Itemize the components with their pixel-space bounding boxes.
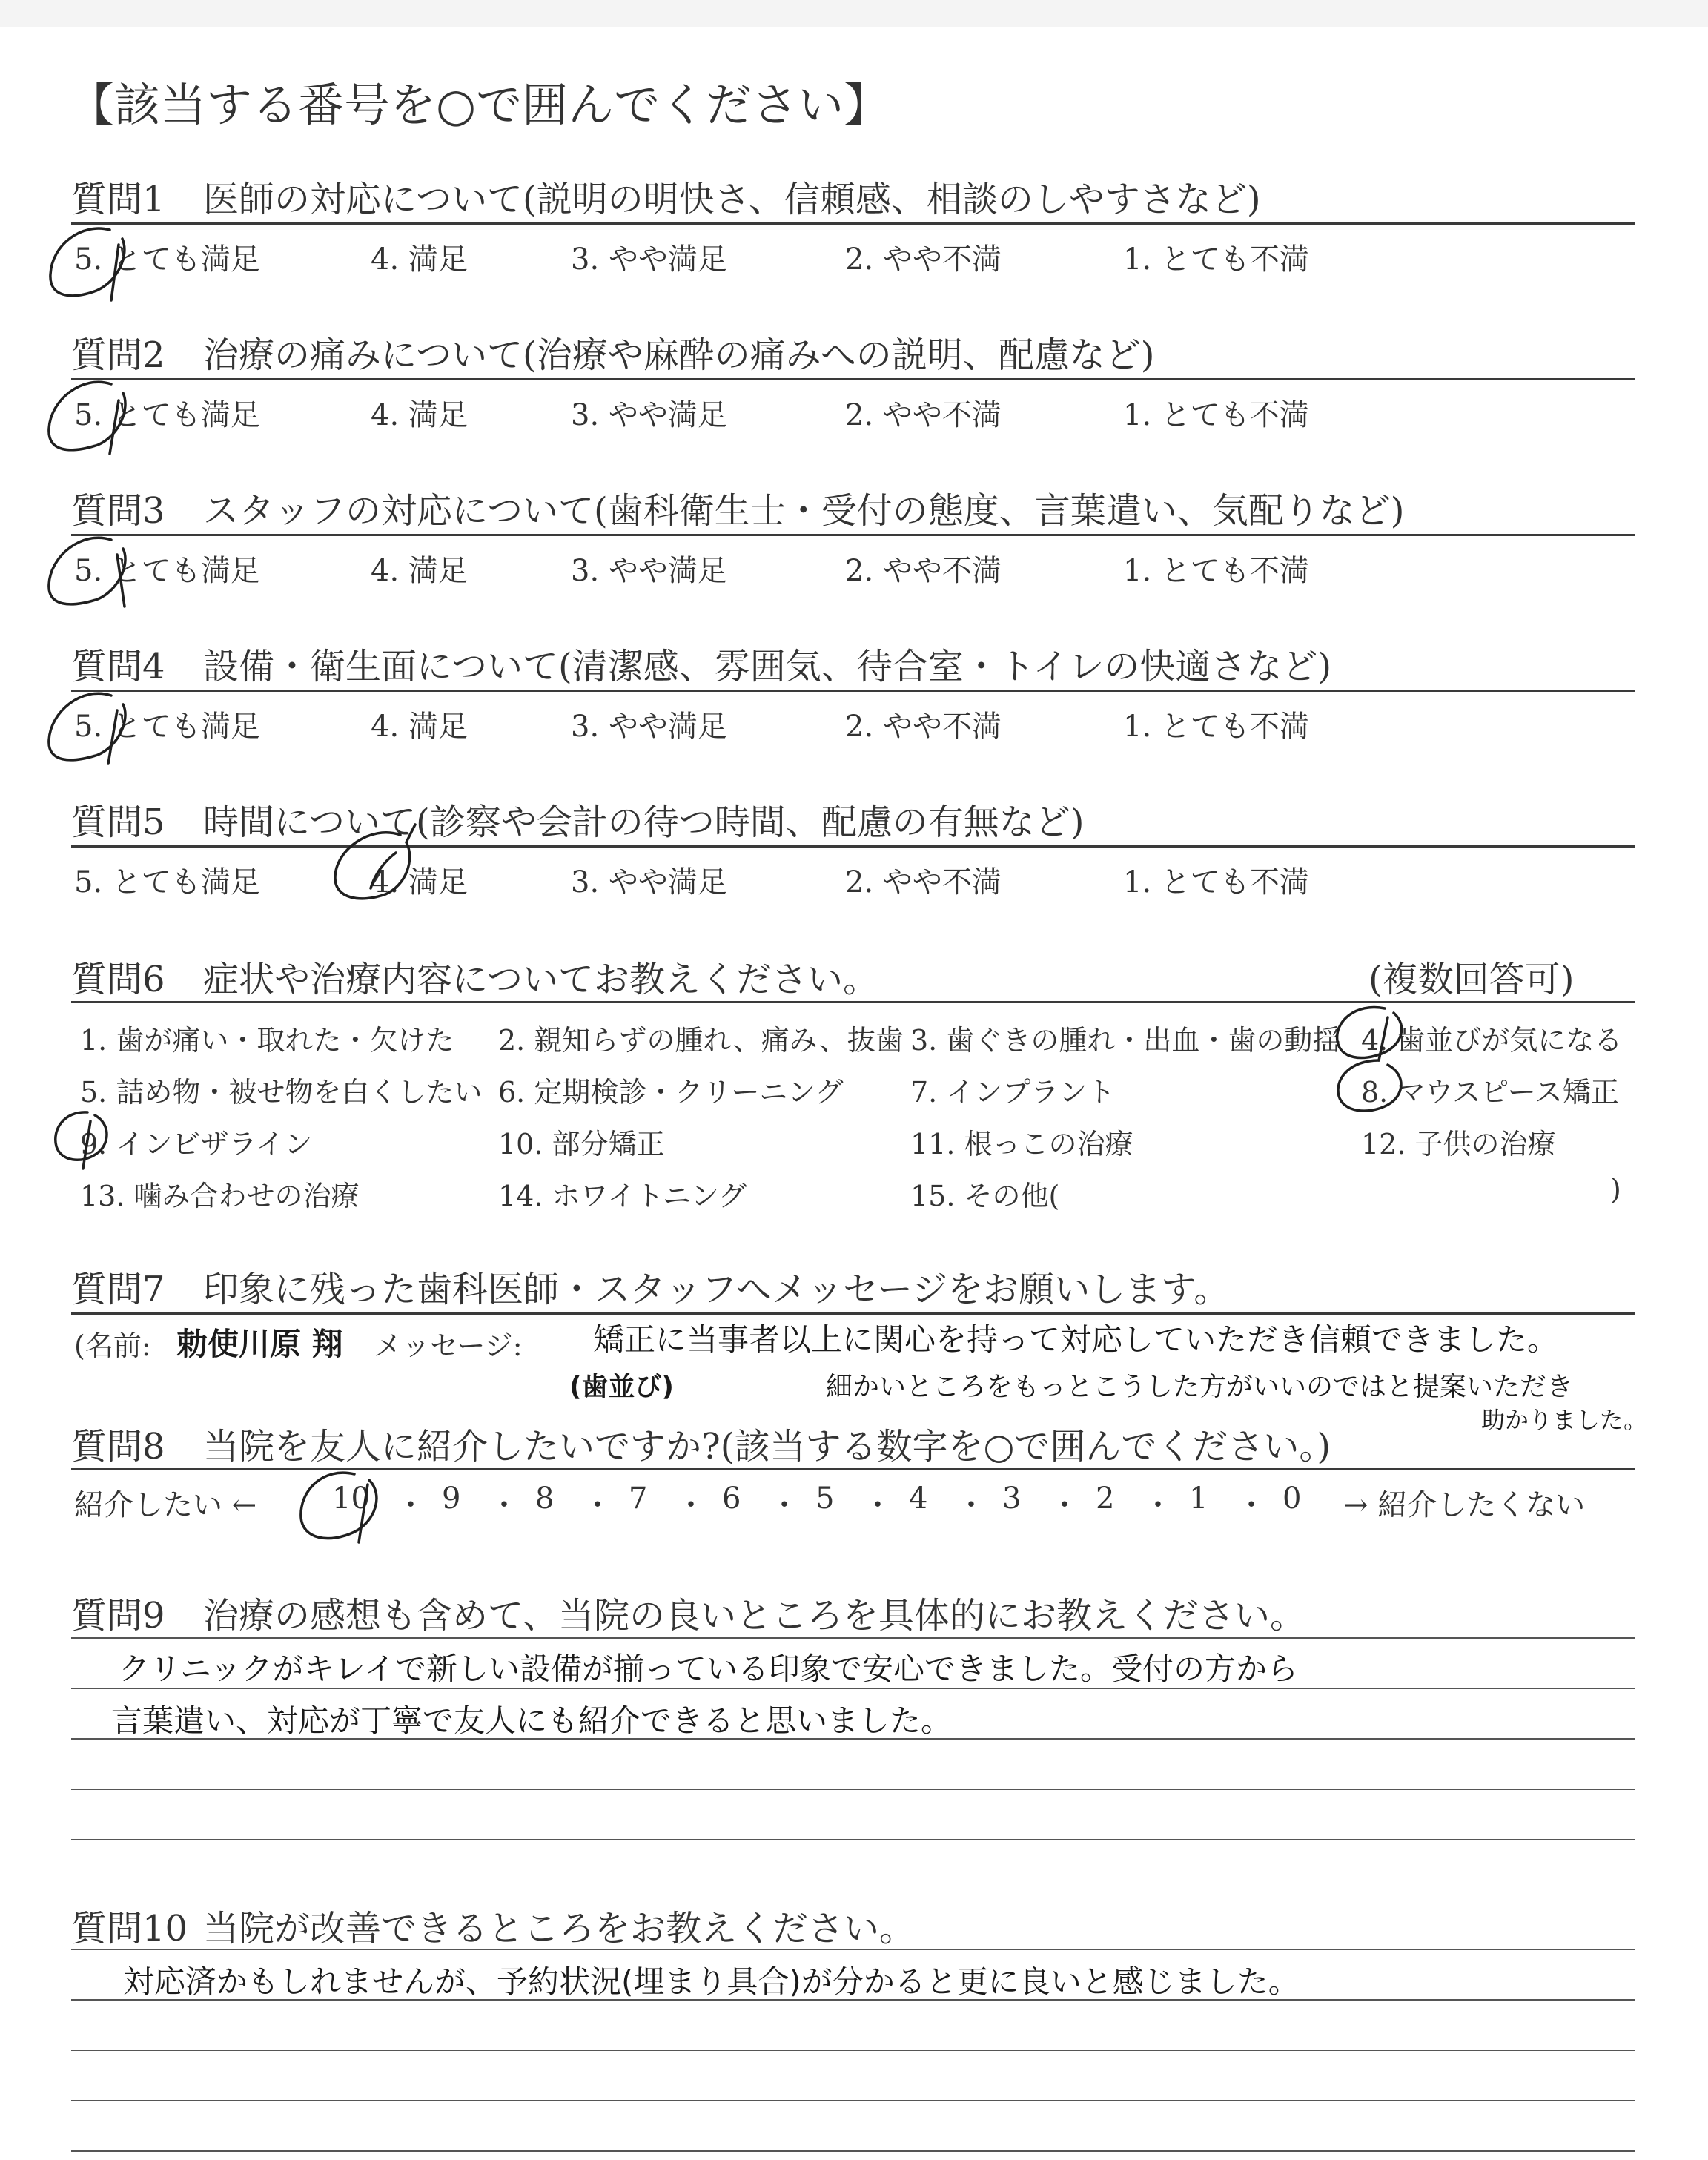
q1-option-3[interactable]: 3. やや満足: [571, 242, 727, 277]
question-8-number: 質問8: [71, 1426, 165, 1467]
question-4-heading: [71, 638, 1331, 689]
q1-option-1[interactable]: 1. とても不満: [1123, 242, 1309, 277]
question-5-rule: [71, 845, 1635, 848]
question-7-heading: [71, 1261, 1229, 1312]
q6-option-15[interactable]: 15. その他(: [910, 1180, 1060, 1212]
q10-answer-line: [71, 1949, 1635, 1950]
q6-option-8[interactable]: 8. マウスピース矯正: [1361, 1076, 1619, 1109]
q6-option-10[interactable]: 10. 部分矯正: [498, 1128, 665, 1160]
q3-option-1[interactable]: 1. とても不満: [1123, 554, 1309, 588]
q6-option-9[interactable]: 9. インビザライン: [80, 1128, 313, 1160]
q5-option-4[interactable]: 4. 満足: [371, 865, 468, 899]
q6-option-1[interactable]: 1. 歯が痛い・取れた・欠けた: [80, 1024, 454, 1057]
q4-option-5[interactable]: 5. とても満足: [74, 710, 260, 744]
question-3-text: スタッフの対応について(歯科衛生士・受付の態度、言葉遣い、気配りなど): [203, 490, 1405, 532]
question-10-number: 質問10: [71, 1908, 188, 1949]
question-5-number: 質問5: [71, 802, 165, 843]
q8-dot: ・: [863, 1488, 893, 1522]
question-2-text: 治療の痛みについて(治療や麻酔の痛みへの説明、配慮など): [203, 334, 1155, 376]
q4-option-2[interactable]: 2. やや不満: [845, 710, 1002, 744]
q6-option-3[interactable]: 3. 歯ぐきの腫れ・出血・歯の動揺: [910, 1024, 1341, 1057]
q8-dot: ・: [956, 1488, 986, 1522]
q6-option-13[interactable]: 13. 噛み合わせの治療: [80, 1180, 360, 1212]
q10-answer-line-1[interactable]: 対応済かもしれませんが、予約状況(埋まり具合)が分かると更に良いと感じました。: [123, 1964, 1300, 2000]
q5-option-3[interactable]: 3. やや満足: [571, 865, 727, 899]
question-6-rule: [71, 1001, 1635, 1003]
q10-answer-line: [71, 2050, 1635, 2051]
q6-option-15-close: ): [1610, 1173, 1621, 1206]
q4-option-3[interactable]: 3. やや満足: [571, 710, 727, 744]
question-10-text: 当院が改善できるところをお教えください。: [203, 1908, 916, 1949]
q8-scale-5[interactable]: 5: [815, 1482, 835, 1516]
q5-option-1[interactable]: 1. とても不満: [1123, 865, 1309, 899]
q2-option-2[interactable]: 2. やや不満: [845, 398, 1002, 432]
question-4-text: 設備・衛生面について(清潔感、雰囲気、待合室・トイレの快適さなど): [203, 646, 1332, 687]
q8-dot: ・: [676, 1488, 706, 1522]
question-5-heading: [71, 793, 1085, 845]
q6-option-14[interactable]: 14. ホワイトニング: [498, 1180, 747, 1212]
q7-message-label: メッセージ:: [374, 1330, 523, 1362]
q8-left-label: 紹介したい ←: [74, 1488, 257, 1522]
question-6-note: (複数回答可): [1368, 959, 1575, 1000]
q9-answer-line: [71, 1637, 1635, 1639]
q6-option-4[interactable]: 4. 歯並びが気になる: [1361, 1024, 1623, 1057]
q5-option-5[interactable]: 5. とても満足: [74, 865, 260, 899]
q9-answer-line-2[interactable]: 言葉遣い、対応が丁寧で友人にも紹介できると思いました。: [111, 1702, 953, 1739]
q8-dot: ・: [583, 1488, 612, 1522]
q8-dot: ・: [1143, 1488, 1173, 1522]
question-2-number: 質問2: [71, 334, 165, 376]
q8-scale-2[interactable]: 2: [1096, 1482, 1115, 1516]
q7-name-handwritten[interactable]: 勅使川原 翔: [176, 1326, 343, 1362]
q4-option-1[interactable]: 1. とても不満: [1123, 710, 1309, 744]
q2-option-4[interactable]: 4. 満足: [371, 398, 468, 432]
q8-scale-7[interactable]: 7: [629, 1482, 648, 1516]
q2-option-1[interactable]: 1. とても不満: [1123, 398, 1309, 432]
question-9-text: 治療の感想も含めて、当院の良いところを具体的にお教えください。: [203, 1595, 1306, 1636]
question-1-rule: [71, 222, 1635, 225]
question-3-rule: [71, 534, 1635, 536]
q8-dot: ・: [396, 1488, 426, 1522]
q7-message-line-3[interactable]: 助かりました。: [1481, 1406, 1648, 1434]
q8-scale-3[interactable]: 3: [1002, 1482, 1022, 1516]
question-3-number: 質問3: [71, 490, 165, 532]
q1-option-5[interactable]: 5. とても満足: [74, 242, 260, 277]
q2-option-3[interactable]: 3. やや満足: [571, 398, 727, 432]
question-10-heading: [71, 1900, 915, 1951]
q8-scale-0[interactable]: 0: [1282, 1482, 1302, 1516]
q3-option-5[interactable]: 5. とても満足: [74, 554, 260, 588]
q8-scale-9[interactable]: 9: [442, 1482, 461, 1516]
q10-answer-line: [71, 2100, 1635, 2101]
question-6-heading: [71, 951, 878, 1002]
q6-option-6[interactable]: 6. 定期検診・クリーニング: [498, 1076, 844, 1109]
q4-option-4[interactable]: 4. 満足: [371, 710, 468, 744]
q6-option-7[interactable]: 7. インプラント: [910, 1076, 1116, 1109]
q8-scale-6[interactable]: 6: [722, 1482, 741, 1516]
question-1-text: 医師の対応について(説明の明快さ、信頼感、相談のしやすさなど): [203, 179, 1261, 220]
q3-option-4[interactable]: 4. 満足: [371, 554, 468, 588]
form-title: 【該当する番号を○で囲んでください】: [68, 78, 890, 132]
q6-option-12[interactable]: 12. 子供の治療: [1361, 1128, 1556, 1160]
q8-dot: ・: [489, 1488, 519, 1522]
q8-scale-8[interactable]: 8: [535, 1482, 555, 1516]
q6-option-2[interactable]: 2. 親知らずの腫れ、痛み、抜歯: [498, 1024, 904, 1057]
q3-option-2[interactable]: 2. やや不満: [845, 554, 1002, 588]
question-7-text: 印象に残った歯科医師・スタッフへメッセージをお願いします。: [203, 1269, 1230, 1310]
q7-message-line-2[interactable]: 細かいところをもっとこうした方がいいのではと提案いただき: [826, 1372, 1574, 1402]
q7-message-line-1[interactable]: 矯正に当事者以上に関心を持って対応していただき信頼できました。: [593, 1321, 1559, 1358]
q7-message-note: (歯並び): [569, 1372, 674, 1402]
question-6-text: 症状や治療内容についてお教えください。: [203, 959, 879, 1000]
q8-scale-10[interactable]: 10: [332, 1482, 370, 1516]
question-9-number: 質問9: [71, 1595, 165, 1636]
question-8-text: 当院を友人に紹介したいですか?(該当する数字を○で囲んでください。): [203, 1426, 1331, 1467]
question-4-number: 質問4: [71, 646, 165, 687]
question-3-heading: [71, 482, 1405, 533]
q8-dot: ・: [1237, 1488, 1266, 1522]
q5-option-2[interactable]: 2. やや不満: [845, 865, 1002, 899]
question-5-text: 時間について(診察や会計の待つ時間、配慮の有無など): [203, 802, 1085, 843]
question-2-heading: [71, 326, 1155, 377]
question-7-rule: [71, 1312, 1635, 1315]
q9-answer-line: [71, 1839, 1635, 1840]
scan-top-band: [0, 0, 1708, 27]
q6-option-11[interactable]: 11. 根っこの治療: [910, 1128, 1133, 1160]
q2-option-5[interactable]: 5. とても満足: [74, 398, 260, 432]
question-1-heading: [71, 171, 1261, 222]
q3-option-3[interactable]: 3. やや満足: [571, 554, 727, 588]
q8-right-label: → 紹介したくない: [1343, 1488, 1586, 1522]
q1-option-4[interactable]: 4. 満足: [371, 242, 468, 277]
q8-dot: ・: [769, 1488, 799, 1522]
question-2-rule: [71, 378, 1635, 380]
question-8-heading: [71, 1418, 1331, 1469]
question-7-number: 質問7: [71, 1269, 165, 1310]
q9-answer-line-1[interactable]: クリニックがキレイで新しい設備が揃っている印象で安心できました。受付の方から: [119, 1651, 1298, 1687]
question-8-rule: [71, 1468, 1635, 1470]
q8-scale-1[interactable]: 1: [1189, 1482, 1208, 1516]
question-9-heading: [71, 1587, 1305, 1638]
q8-scale-4[interactable]: 4: [909, 1482, 928, 1516]
q6-option-5[interactable]: 5. 詰め物・被せ物を白くしたい: [80, 1076, 483, 1109]
question-1-number: 質問1: [71, 179, 165, 220]
q10-answer-line: [71, 2150, 1635, 2152]
question-6-number: 質問6: [71, 959, 165, 1000]
question-4-rule: [71, 690, 1635, 692]
q9-answer-line: [71, 1789, 1635, 1790]
q1-option-2[interactable]: 2. やや不満: [845, 242, 1002, 277]
q7-name-label: (名前:: [74, 1330, 151, 1362]
q8-dot: ・: [1050, 1488, 1079, 1522]
